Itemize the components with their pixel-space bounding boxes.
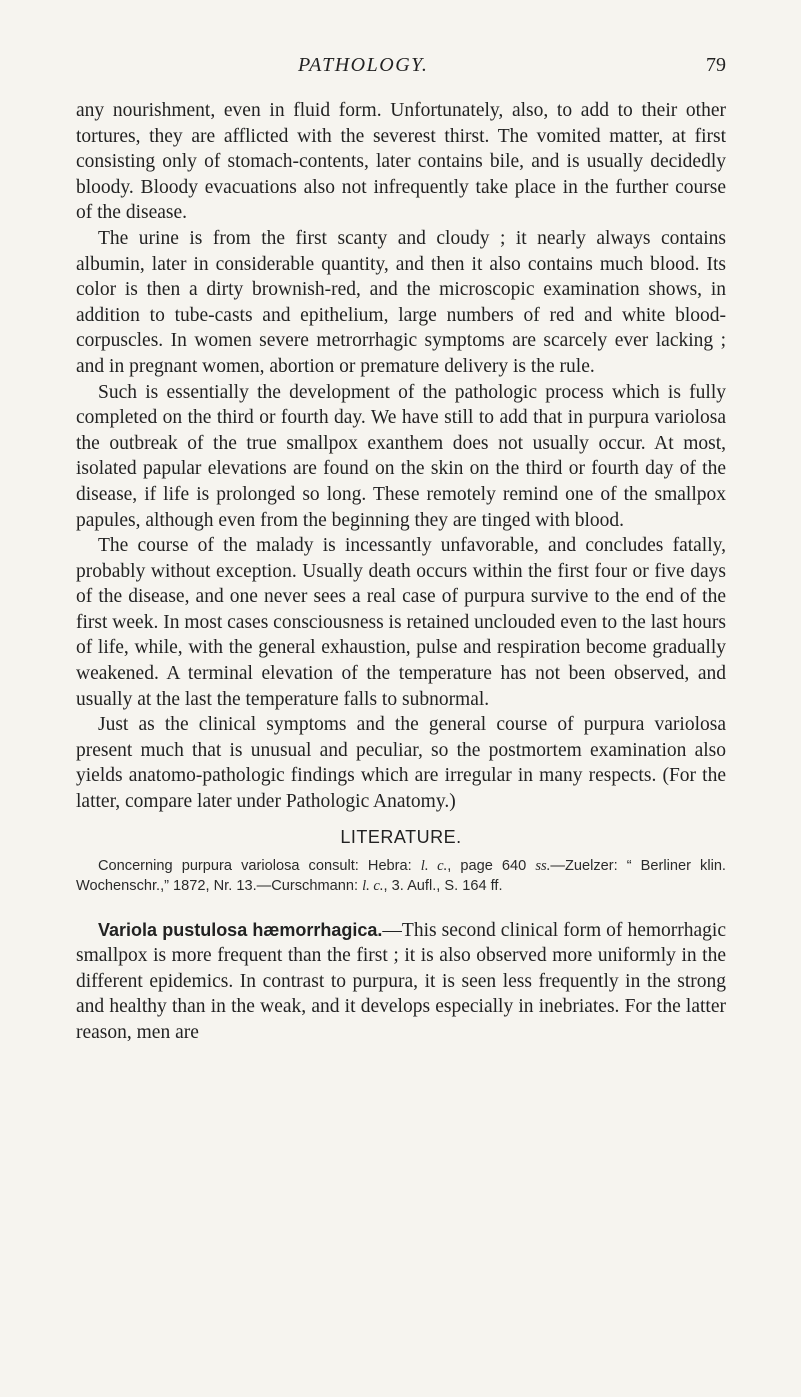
page-number: 79 <box>706 54 726 76</box>
literature-references <box>76 856 726 896</box>
literature-loc-cit-1: l. c. <box>420 857 448 874</box>
literature-heading: LITERATURE. <box>340 826 462 847</box>
paragraph-4: The course of the malady is incessantly unfavorable, and concludes fatally, probably without exception. Usually death occurs within the first four or five days of the disease, and one never sees a real case of purpura survive to the end of the first week. In most cases consciousness is retained unclouded even to the last hours of life, while, with the general exhaustion, pulse and respiration become gradually weakened. A terminal elevation of the temperature has not been observed, and usually at the last the temperature falls to subnormal. <box>76 535 726 710</box>
literature-part-4: , 3. Aufl., S. 164 ff. <box>383 877 503 894</box>
literature-part-1: Concerning purpura variolosa consult: Hebra: <box>98 857 421 874</box>
body-text <box>76 98 726 815</box>
variola-term: Variola pustulosa hæmorrhagica. <box>98 919 383 940</box>
paragraph-2: The urine is from the first scanty and cloudy ; it nearly always contains albumin, later in considerable quantity, and then it also contains much blood. Its color is then a dirty brownish-red, and the microscopic examination shows, in addition to tube-casts and epithelium, large numbers of red and white blood-corpuscles. In women severe metrorrhagic symptoms are scarcely ever lacking ; and in pregnant women, abortion or premature delivery is the rule. <box>76 227 726 377</box>
paragraph-3: Such is essentially the development of the pathologic process which is fully completed on the third or fourth day. We have still to add that in purpura variolosa the outbreak of the true smallpox exanthem does not usually occur. At most, isolated papular elevations are found on the skin on the third or fourth day of the disease, if life is prolonged so long. These remotely remind one of the smallpox papules, although even from the beginning they are tinged with blood. <box>76 381 726 531</box>
literature-part-2: , page 640 <box>447 857 536 874</box>
literature-ss: ss. <box>535 857 551 874</box>
book-page <box>76 50 726 1046</box>
literature-part-3: —Zuelzer: “ Berliner klin. Wochenschr.,” 1872, Nr. 13.—Curschmann: <box>76 857 726 894</box>
literature-loc-cit-2: l. c. <box>362 877 384 894</box>
running-title: PATHOLOGY. <box>298 54 429 76</box>
running-head <box>76 50 726 80</box>
paragraph-1: any nourishment, even in fluid form. Unfortunately, also, to add to their other tortures, they are afflicted with the severest thirst. The vomited matter, at first consisting only of stomach-contents, later contains bile, and is usually decidedly bloody. Bloody evacuations also not infrequently take place in the further course of the disease. <box>76 100 726 224</box>
variola-paragraph <box>76 918 726 1046</box>
paragraph-5: Just as the clinical symptoms and the general course of purpura variolosa present much that is unusual and peculiar, so the postmortem examination also yields anatomo-pathologic findings which are irregular in many respects. (For the latter, compare later under Pathologic Anatomy.) <box>76 714 726 813</box>
variola-section <box>76 918 726 1046</box>
variola-text: —This second clinical form of hemorrhagic smallpox is more frequent than the first ; it is also observed more uniformly in the different epidemics. In contrast to purpura, it is seen less frequently in the strong and healthy than in the weak, and it develops especially in inebriates. For the latter reason, men are <box>76 919 726 1043</box>
